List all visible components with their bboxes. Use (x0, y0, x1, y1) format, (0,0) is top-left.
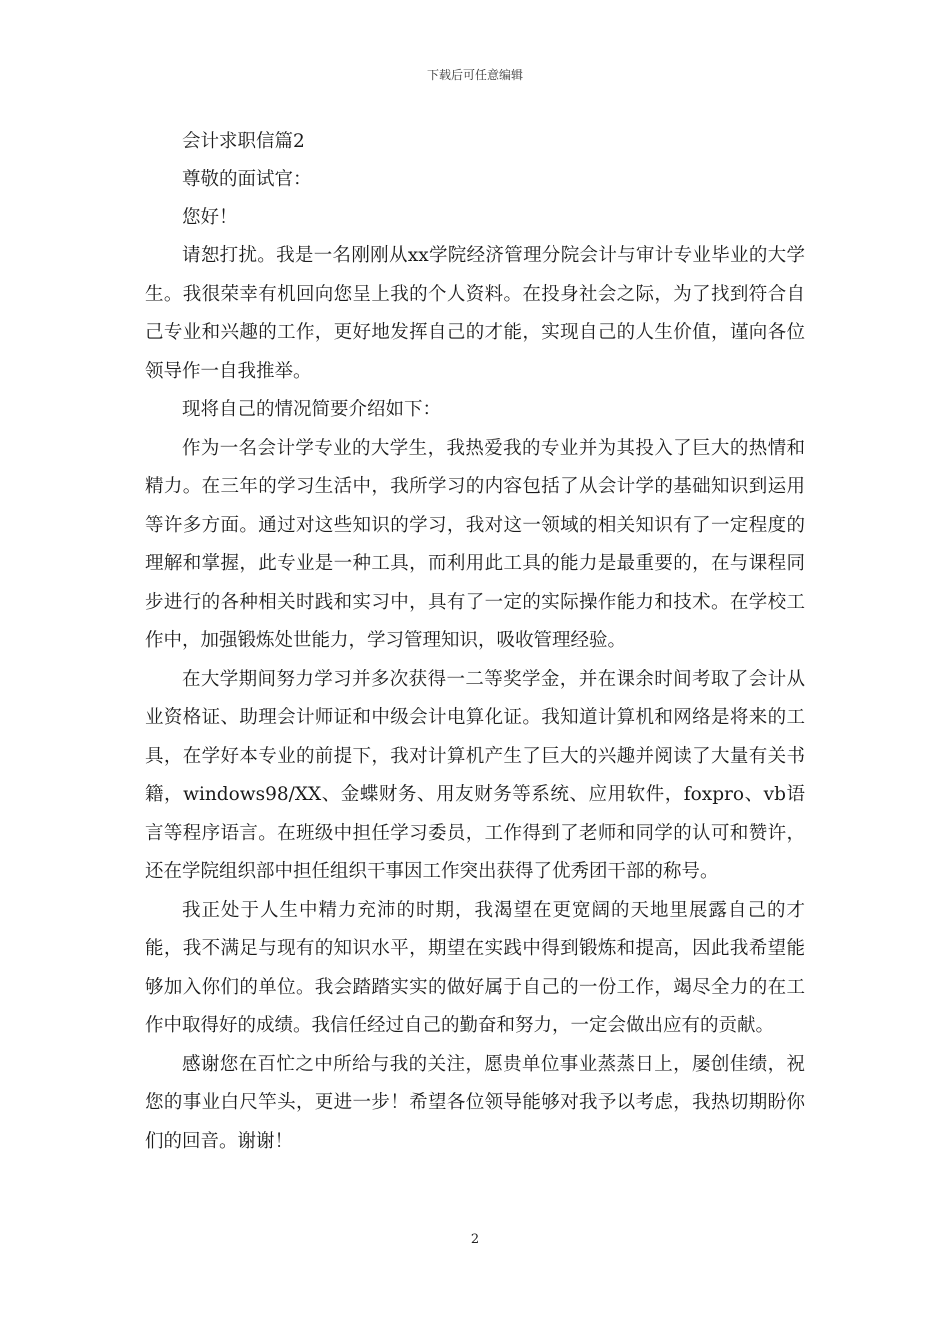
paragraph-overview: 现将自己的情况简要介绍如下： (182, 399, 442, 420)
paragraph-achievements: 在大学期间努力学习并多次获得一二等奖学金，并在课余时间考取了会计从业资格证、助理会计师证和中级会计电算化证。我知道计算机和网络是将来的工具，在学好本专业的前提下，我对计算机产生了巨大的兴趣并阅读了大量有关书籍，windows98/XX、金蝶财务、用友财务等系统、应用软件，foxpro、vb语言等程序语言。在班级中担任学习委员，工作得到了老师和同学的认可和赞许，还在学院组织部中担任组织干事因工作突出获得了优秀团干部的称号。 (145, 668, 805, 882)
salutation: 尊敬的面试官： (182, 169, 312, 190)
paragraph-aspiration: 我正处于人生中精力充沛的时期，我渴望在更宽阔的天地里展露自己的才能，我不满足与现有的知识水平，期望在实践中得到锻炼和提高，因此我希望能够加入你们的单位。我会踏踏实实的做好属于自己的一份工作，竭尽全力的在工作中取得好的成绩。我信任经过自己的勤奋和努力，一定会做出应有的贡献。 (145, 899, 805, 1036)
paragraph-major: 作为一名会计学专业的大学生，我热爱我的专业并为其投入了巨大的热情和精力。在三年的学习生活中，我所学习的内容包括了从会计学的基础知识到运用等许多方面。通过对这些知识的学习，我对这一领域的相关知识有了一定程度的理解和掌握，此专业是一种工具，而利用此工具的能力是最重要的，在与课程同步进行的各种相关时践和实习中，具有了一定的实际操作能力和技术。在学校工作中，加强锻炼处世能力，学习管理知识，吸收管理经验。 (145, 437, 805, 651)
paragraph-intro: 请恕打扰。我是一名刚刚从xx学院经济管理分院会计与审计专业毕业的大学生。我很荣幸有机回向您呈上我的个人资料。在投身社会之际，为了找到符合自己专业和兴趣的工作，更好地发挥自己的才能，实现自己的人生价值，谨向各位领导作一自我推举。 (145, 245, 805, 382)
page-number: 2 (470, 1232, 480, 1247)
letter-title: 会计求职信篇2 (182, 131, 305, 152)
header-note: 下载后可任意编辑 (426, 68, 523, 82)
greeting: 您好！ (182, 207, 238, 228)
letter-body (145, 123, 805, 1161)
paragraph-closing: 感谢您在百忙之中所给与我的关注，愿贵单位事业蒸蒸日上，屡创佳绩，祝您的事业白尺竿头，更进一步！希望各位领导能够对我予以考虑，我热切期盼你们的回音。谢谢！ (145, 1053, 805, 1152)
